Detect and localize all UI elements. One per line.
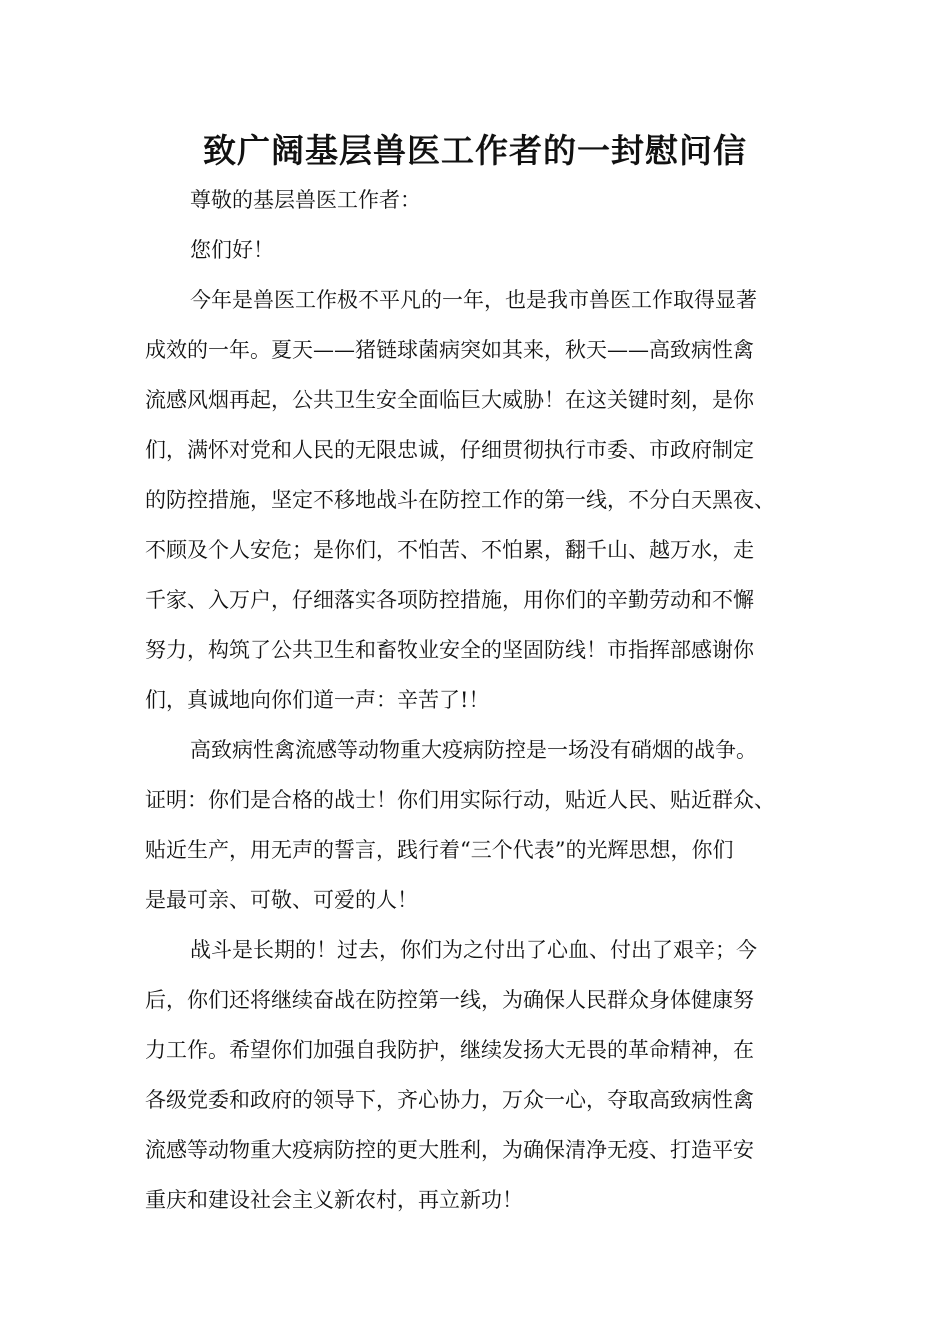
body-line: 贴近生产，用无声的誓言，践行着“三个代表”的光辉思想，你们 xyxy=(145,838,734,862)
body-line: 高致病性禽流感等动物重大疫病防控是一场没有硝烟的战争。 xyxy=(190,738,757,762)
salutation-line: 尊敬的基层兽医工作者： xyxy=(190,188,421,212)
body-line: 成效的一年。夏天——猪链球菌病突如其来，秋天——高致病性禽 xyxy=(145,338,754,362)
body-line: 力工作。希望你们加强自我防护，继续发扬大无畏的革命精神，在 xyxy=(145,1038,754,1062)
body-line: 千家、入万户，仔细落实各项防控措施，用你们的辛勤劳动和不懈 xyxy=(145,588,754,612)
body-line: 的防控措施，坚定不移地战斗在防控工作的第一线，不分白天黑夜、 xyxy=(145,488,775,512)
body-line: 是最可亲、可敬、可爱的人！ xyxy=(145,888,418,912)
body-line: 证明：你们是合格的战士！你们用实际行动，贴近人民、贴近群众、 xyxy=(145,788,775,812)
body-line: 流感等动物重大疫病防控的更大胜利，为确保清净无疫、打造平安 xyxy=(145,1138,754,1162)
greeting-line: 您们好！ xyxy=(190,238,274,262)
body-line: 重庆和建设社会主义新农村，再立新功！ xyxy=(145,1188,523,1212)
body-line: 努力，构筑了公共卫生和畜牧业安全的坚固防线！市指挥部感谢你 xyxy=(145,638,754,662)
body-line: 战斗是长期的！过去，你们为之付出了心血、付出了艰辛；今 xyxy=(190,938,757,962)
body-line: 流感风烟再起，公共卫生安全面临巨大威胁！在这关键时刻，是你 xyxy=(145,388,754,412)
body-line: 不顾及个人安危；是你们，不怕苦、不怕累，翻千山、越万水，走 xyxy=(145,538,754,562)
body-line: 们，真诚地向你们道一声：辛苦了!！ xyxy=(145,688,490,712)
body-line: 们，满怀对党和人民的无限忠诚，仔细贯彻执行市委、市政府制定 xyxy=(145,438,754,462)
body-line: 今年是兽医工作极不平凡的一年，也是我市兽医工作取得显著 xyxy=(190,288,757,312)
body-line: 后，你们还将继续奋战在防控第一线，为确保人民群众身体健康努 xyxy=(145,988,754,1012)
page-title: 致广阔基层兽医工作者的一封慰问信 xyxy=(203,131,747,170)
body-line: 各级党委和政府的领导下，齐心协力，万众一心，夺取高致病性禽 xyxy=(145,1088,754,1112)
